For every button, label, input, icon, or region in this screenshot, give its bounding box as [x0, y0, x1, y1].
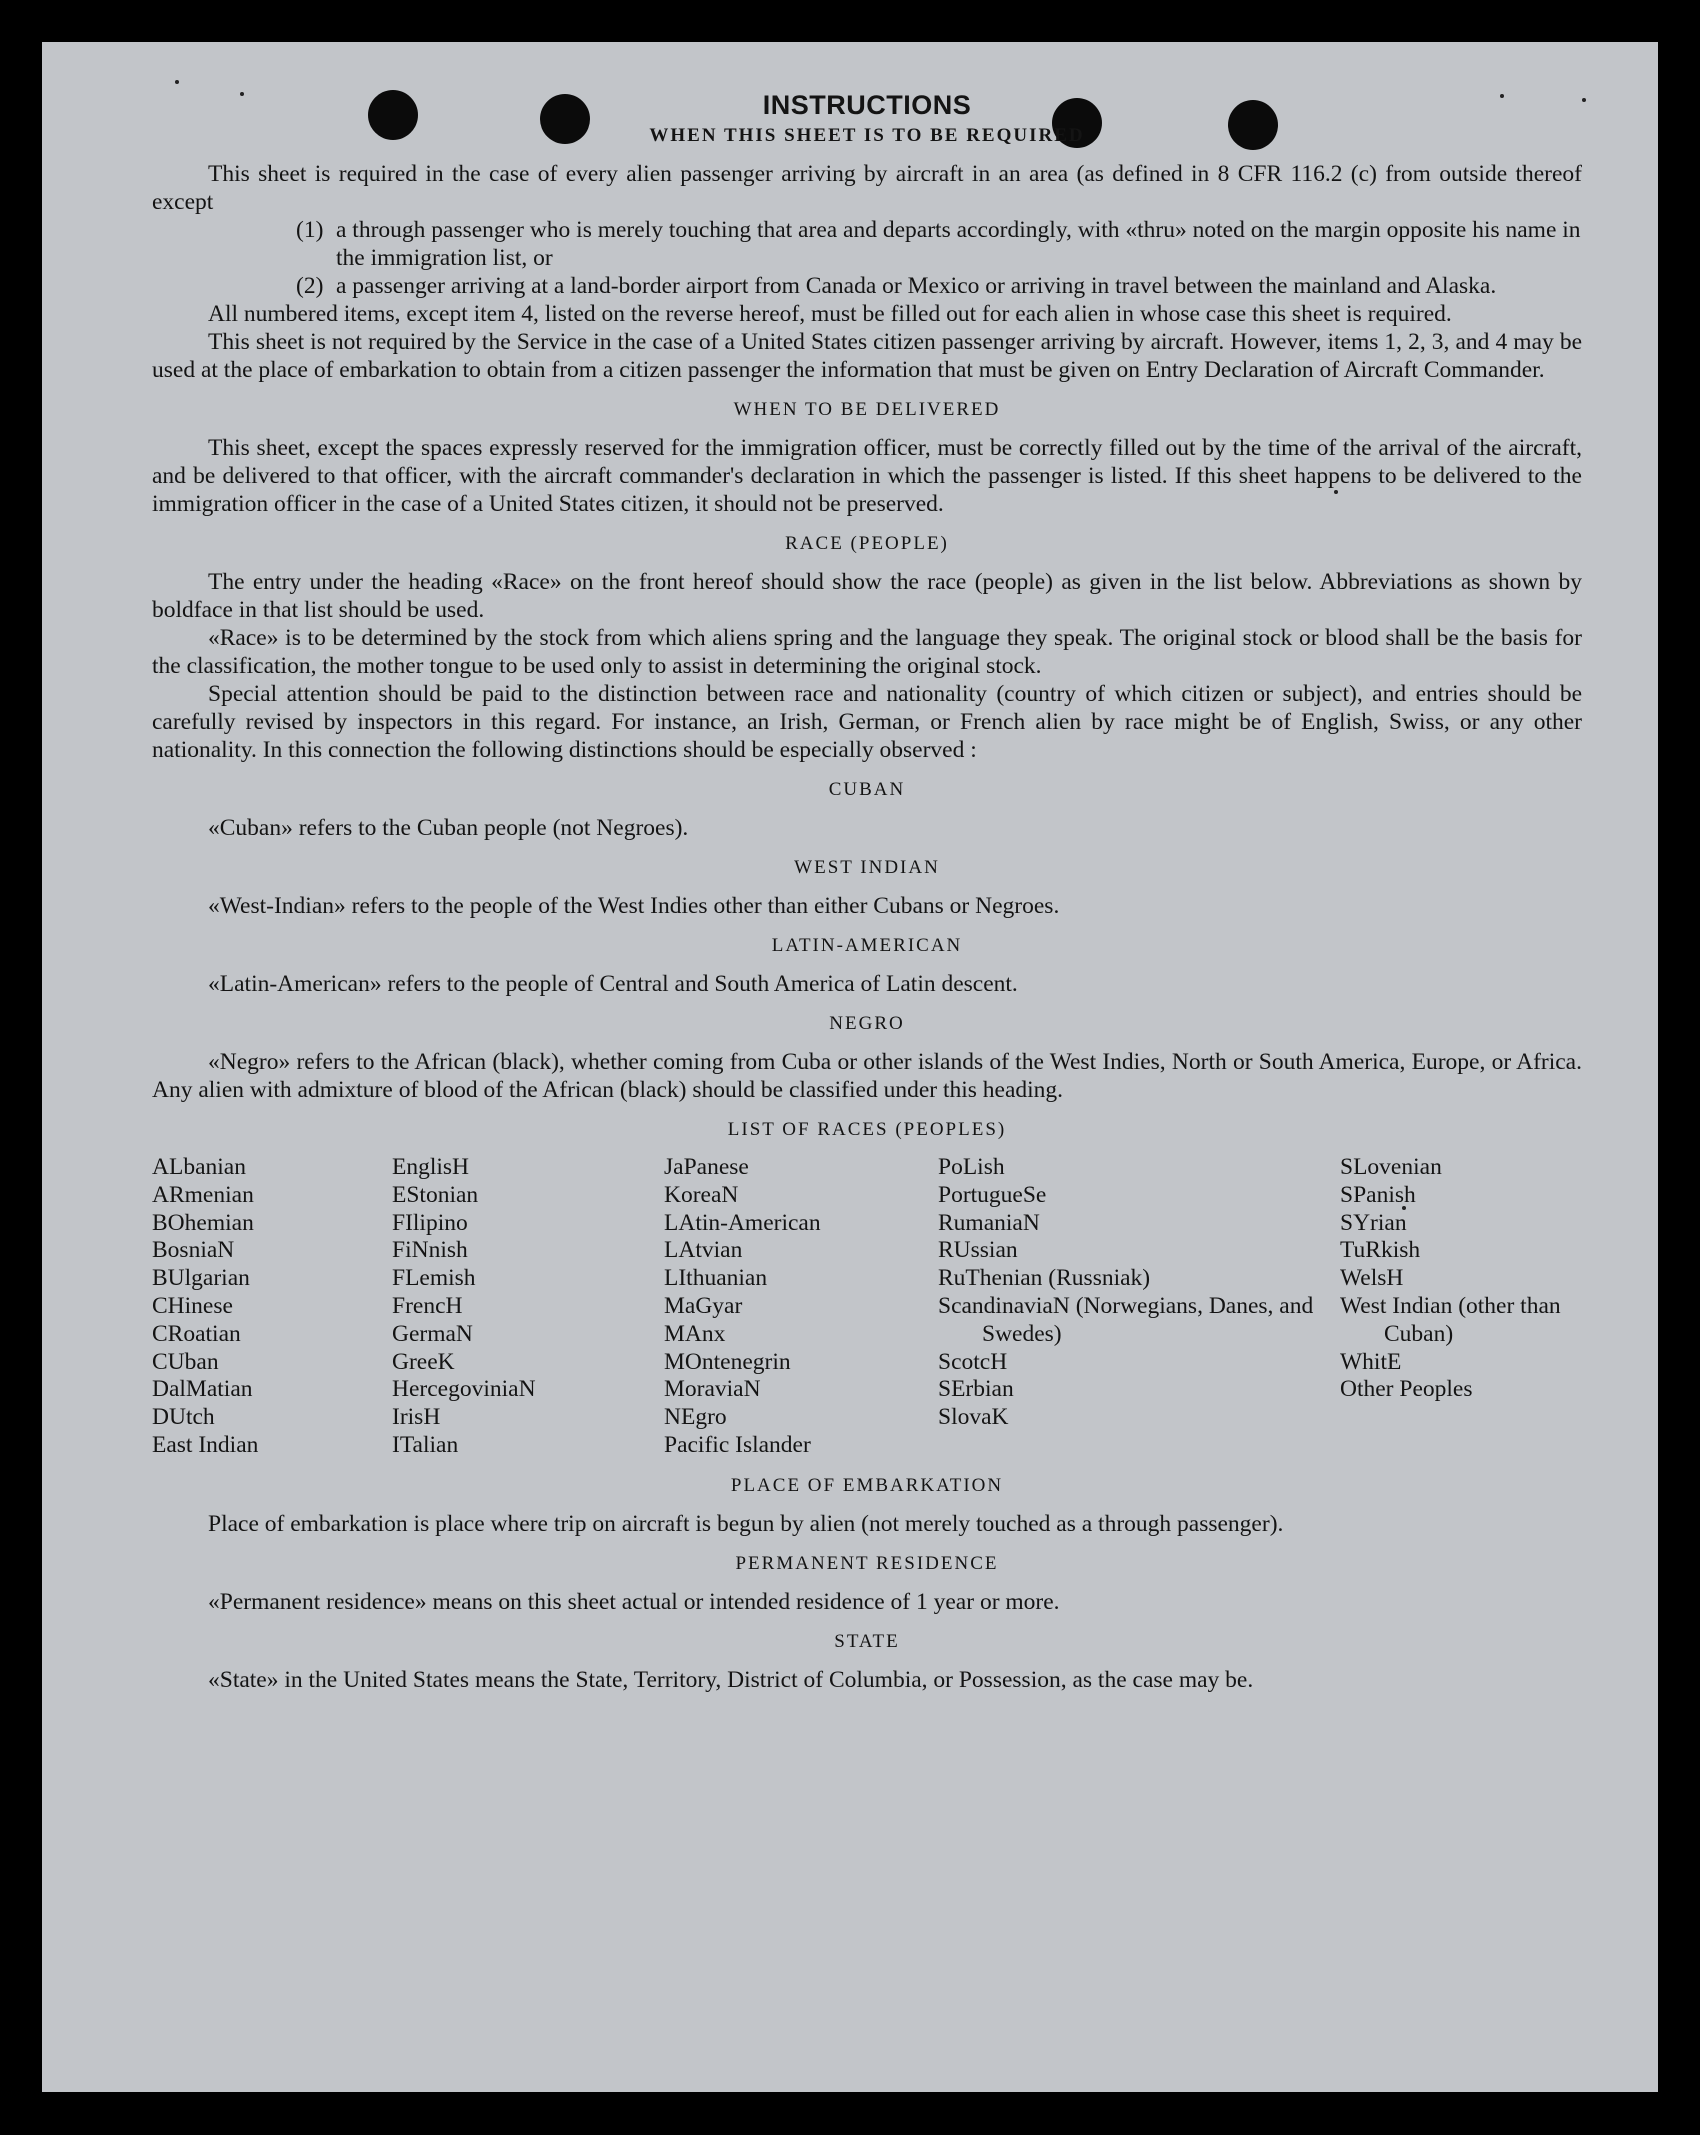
race-entry: JaPanese — [664, 1154, 749, 1180]
section-heading-embarkation: PLACE OF EMBARKATION — [730, 1474, 1004, 1496]
exception-text: a passenger arriving at a land-border airport from Canada or Mexico or arriving in travel between the mainland and Alaska. — [336, 273, 1497, 299]
race-entry: DUtch — [152, 1404, 215, 1431]
page-title: INSTRUCTIONS — [762, 90, 972, 120]
race-entry: EStonian — [392, 1181, 479, 1208]
section-heading-negro: NEGRO — [829, 1013, 905, 1034]
race-entry: GermaN — [392, 1320, 473, 1347]
race-entry: BOhemian — [152, 1209, 254, 1236]
exception-text: a through passenger who is merely touching that area and departs accordingly, with «thru» noted on the margin opposite his name in the immigration list, or — [336, 217, 1581, 271]
race-entry: LAtvian — [664, 1237, 743, 1264]
residence-definition: «Permanent residence» means on this sheet actual or intended residence of 1 year or more. — [208, 1588, 1060, 1615]
race-entry: ARmenian — [152, 1181, 254, 1208]
race-entry: RuThenian (Russniak) — [938, 1265, 1151, 1292]
negro-definition: «Negro» refers to the African (black), whether coming from Cuba or other islands of the West Indies, North or South America, Europe, or Africa. Any alien with admixture of blood of the African (black) should be classified under this heading. — [152, 1049, 1582, 1103]
race-entry: KoreaN — [664, 1181, 739, 1208]
race-entry: RumaniaN — [938, 1209, 1040, 1236]
race-entry: CRoatian — [152, 1320, 241, 1347]
race-entry: Other Peoples — [1340, 1376, 1473, 1403]
race-paragraph-1: The entry under the heading «Race» on the front hereof should show the race (people) as given in the list below. Abbreviations as shown by boldface in that list should be used. — [152, 569, 1582, 623]
speck — [175, 80, 179, 84]
latin-american-definition: «Latin-American» refers to the people of Central and South America of Latin descent. — [208, 971, 1018, 997]
race-entry: ScotcH — [938, 1348, 1008, 1375]
cuban-definition: «Cuban» refers to the Cuban people (not Negroes). — [208, 815, 689, 841]
race-entry: West Indian (other than Cuban) — [1340, 1292, 1561, 1347]
document-page — [42, 42, 1658, 2092]
race-entry: MOntenegrin — [664, 1348, 791, 1375]
race-entry: IrisH — [392, 1404, 441, 1431]
race-column — [938, 1154, 1340, 1460]
race-entry: SYrian — [1340, 1209, 1407, 1236]
race-entry: ALbanian — [152, 1154, 246, 1180]
race-entry: CHinese — [152, 1292, 233, 1319]
race-entry: ITalian — [392, 1431, 459, 1458]
exception-number: (1) — [296, 217, 324, 243]
race-entry: WelsH — [1340, 1265, 1404, 1292]
section-heading-required: WHEN THIS SHEET IS TO BE REQUIRED — [649, 125, 1085, 146]
section-heading-state: STATE — [834, 1630, 900, 1652]
race-column — [664, 1154, 938, 1460]
race-entry: NEgro — [664, 1404, 727, 1431]
instructions-content — [152, 88, 1582, 1694]
exception-item-1 — [152, 216, 1582, 272]
race-entry: RUssian — [938, 1237, 1018, 1264]
citizen-paragraph: This sheet is not required by the Service in the case of a United States citizen passenger arriving by aircraft. However, items 1, 2, 3, and 4 may be used at the place of embarkation to obtain from a citizen passenger the information that must be given on Entry Declaration of Aircraft Commander. — [152, 329, 1582, 383]
section-heading-races-list: LIST OF RACES (PEOPLES) — [727, 1119, 1007, 1140]
exception-item-2 — [152, 272, 1582, 300]
race-paragraph-2: «Race» is to be determined by the stock from which aliens spring and the language they speak. The original stock or blood shall be the basis for the classification, the mother tongue to be used only to assist in determining the original stock. — [152, 625, 1582, 679]
race-entry: BUlgarian — [152, 1265, 250, 1292]
section-heading-delivered: WHEN TO BE DELIVERED — [733, 399, 1001, 420]
section-heading-west-indian: WEST INDIAN — [794, 857, 940, 878]
race-column — [392, 1154, 664, 1460]
race-entry: TuRkish — [1340, 1237, 1421, 1264]
race-paragraph-3: Special attention should be paid to the distinction between race and nationality (country of which citizen or subject), and entries should be carefully revised by inspectors in this regard. For instance, an Irish, German, or French alien by race might be of English, Swiss, or any other nationality. In this connection the following distinctions should be especially observed : — [152, 681, 1582, 763]
race-entry: Pacific Islander — [664, 1431, 811, 1458]
race-column — [152, 1154, 392, 1460]
race-entry: CUban — [152, 1348, 219, 1375]
embarkation-definition: Place of embarkation is place where trip on aircraft is begun by alien (not merely touched as a through passenger). — [208, 1510, 1284, 1537]
section-heading-residence: PERMANENT RESIDENCE — [735, 1552, 999, 1574]
race-entry: ScandinaviaN (Norwegians, Danes, and Swedes) — [938, 1292, 1314, 1347]
race-entry: LAtin-American — [664, 1209, 821, 1236]
race-entry: East Indian — [152, 1431, 259, 1458]
race-entry: PortugueSe — [938, 1181, 1047, 1208]
race-entry: FiNnish — [392, 1237, 468, 1264]
race-entry: PoLish — [938, 1154, 1005, 1180]
section-heading-cuban: CUBAN — [828, 779, 906, 800]
exception-number: (2) — [296, 273, 324, 299]
race-entry: DalMatian — [152, 1376, 253, 1403]
section-heading-race: RACE (PEOPLE) — [785, 533, 949, 554]
state-definition: «State» in the United States means the State, Territory, District of Columbia, or Possession, as the case may be. — [208, 1666, 1254, 1693]
race-entry: EnglisH — [392, 1154, 470, 1180]
west-indian-definition: «West-Indian» refers to the people of the West Indies other than either Cubans or Negroes. — [208, 893, 1060, 919]
speck — [1582, 98, 1586, 102]
race-entry: FIlipino — [392, 1209, 468, 1236]
race-entry: MaGyar — [664, 1292, 743, 1319]
race-entry: HercegoviniaN — [392, 1376, 536, 1403]
section-heading-latin-american: LATIN-AMERICAN — [771, 935, 963, 956]
race-entry: MoraviaN — [664, 1376, 761, 1403]
race-entry: SErbian — [938, 1376, 1014, 1403]
race-entry: BosniaN — [152, 1237, 235, 1264]
race-column — [1340, 1154, 1582, 1460]
race-entry: SPanish — [1340, 1181, 1416, 1208]
required-intro: This sheet is required in the case of every alien passenger arriving by aircraft in an area (as defined in 8 CFR 116.2 (c) from outside thereof except — [152, 161, 1582, 215]
delivered-paragraph: This sheet, except the spaces expressly reserved for the immigration officer, must be correctly filled out by the time of the arrival of the aircraft, and be delivered to that officer, with the aircraft commander's declaration in which the passenger is listed. If this sheet happens to be delivered to the immigration officer in the case of a United States citizen, it should not be preserved. — [152, 435, 1582, 517]
numbered-items-paragraph: All numbered items, except item 4, listed on the reverse hereof, must be filled out for each alien in whose case this sheet is required. — [208, 301, 1452, 327]
race-entry: FrencH — [392, 1292, 463, 1319]
race-entry: FLemish — [392, 1265, 476, 1292]
race-list — [152, 1154, 1582, 1460]
race-entry: GreeK — [392, 1348, 455, 1375]
race-entry: WhitE — [1340, 1348, 1402, 1375]
race-entry: SLovenian — [1340, 1154, 1442, 1180]
race-entry: SlovaK — [938, 1404, 1009, 1431]
race-entry: MAnx — [664, 1320, 726, 1347]
race-entry: LIthuanian — [664, 1265, 768, 1292]
